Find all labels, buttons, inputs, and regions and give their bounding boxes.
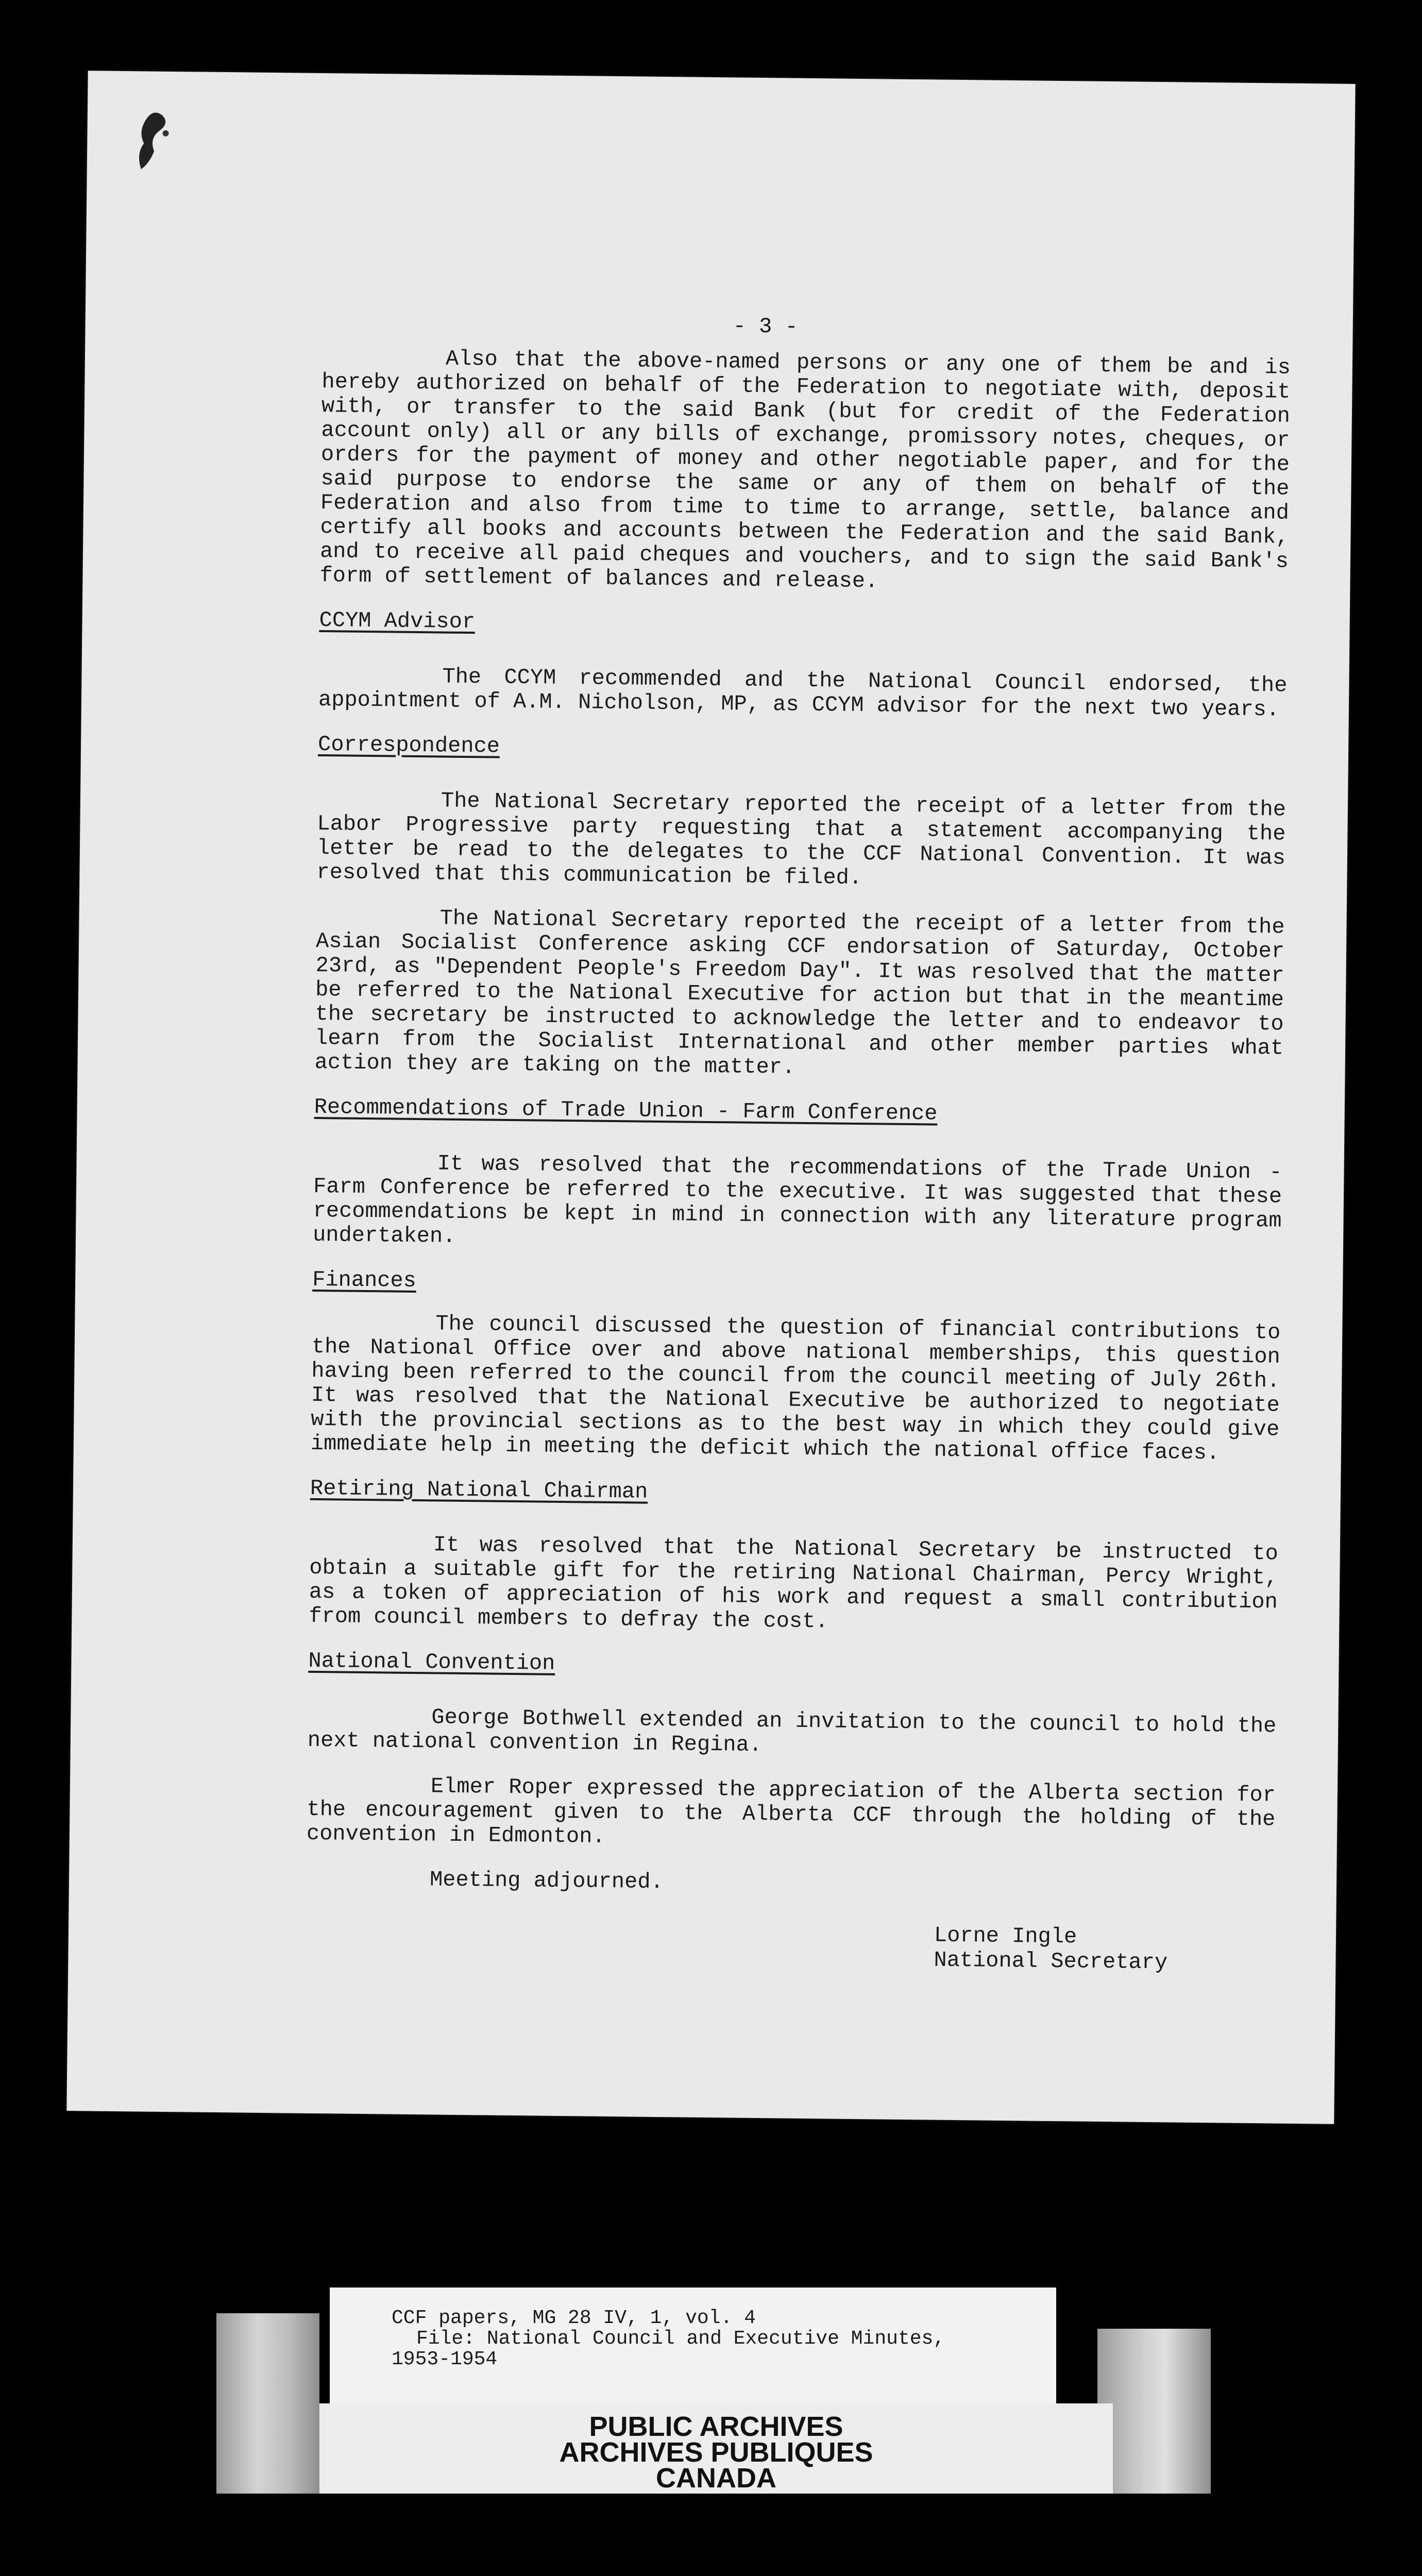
section-heading-correspondence: Correspondence (317, 732, 500, 759)
section-heading-retiring-chairman: Retiring National Chairman (310, 1476, 648, 1504)
section-paragraph: It was resolved that the National Secretary be instructed to obtain a suitable gift for the retiring National Chairman, Percy Wright, as a token of appreciation of his work and request a small contribution from council members to defray the cost. (309, 1532, 1279, 1634)
signature-title: National Secretary (934, 1947, 1168, 1975)
section-paragraph: The council discussed the question of financial contributions to the National Office over and above national memberships, this question having been referred to the council from the council meeting of July 26th. It was resolved that the National Executive be authorized to negotiate with the provincial sections as to the best way in which they could give immediate help in meeting the deficit which the national office faces. (310, 1311, 1281, 1466)
letter-body (305, 310, 1291, 1976)
section-paragraph: The National Secretary reported the receipt of a letter from the Asian Socialist Conference asking CCF endorsation of Saturday, October 23rd, as "Dependent People's Freedom Day". It was resolved that the matter be referred to the National Executive for action but that in the meantime the secretary be instructed to acknowledge the letter and to endeavor to learn from the Socialist International and other member parties what action they are taking on the matter. (314, 906, 1285, 1080)
stamp-line: ARCHIVES PUBLIQUES (559, 2437, 873, 2468)
archives-stamp (319, 2403, 1113, 2494)
tape-right (1097, 2329, 1211, 2494)
opening-paragraph: Also that the above-named persons or any one of them be and is hereby authorized on behalf of the Federation to negotiate with, deposit with, or transfer to the said Bank (but for credit of the Federation account only) all or any bills of exchange, promissory notes, cheques, or orders for the payment of money and other negotiable paper, and for the said purpose to endorse the same or any of them on behalf of the Federation and also from time to time to arrange, settle, balance and certify all books and accounts between the Federation and the said Bank, and to receive all paid cheques and vouchers, and to sign the said Bank's form of settlement of balances and release. (319, 346, 1291, 594)
section-paragraph: George Bothwell extended an invitation to the council to hold the next national convention in Regina. (307, 1705, 1277, 1758)
section-paragraph: Elmer Roper expressed the appreciation of the Alberta section for the encouragement given to the Alberta CCF through the holding of the convention in Edmonton. (306, 1774, 1276, 1849)
stamp-line: CANADA (656, 2463, 776, 2494)
section-heading-trade-union-farm: Recommendations of Trade Union - Farm Conference (314, 1094, 938, 1126)
archive-label (216, 2287, 1206, 2494)
page-number: - 3 - (733, 314, 798, 340)
section-paragraph: It was resolved that the recommendations of the Trade Union - Farm Conference be referred to the executive. It was suggested that these recommendations be kept in mind in connection with any literature program undertaken. (312, 1151, 1282, 1249)
signature-name: Lorne Ingle (934, 1923, 1077, 1950)
ink-smudge-icon (133, 102, 175, 175)
document-page (66, 71, 1355, 2124)
signature-block (934, 1923, 1274, 1976)
section-paragraph: The CCYM recommended and the National Council endorsed, the appointment of A.M. Nicholson, MP, as CCYM advisor for the next two years. (318, 664, 1288, 722)
section-paragraph: The National Secretary reported the receipt of a letter from the Labor Progressive party requesting that a statement accompanying the letter be read to the delegates to the CCF National Convention. It was resolved that this communication be filed. (316, 788, 1286, 891)
stamp-line: PUBLIC ARCHIVES (589, 2411, 843, 2442)
section-heading-ccym-advisor: CCYM Advisor (319, 607, 476, 635)
archive-reference-line: CCF papers, MG 28 IV, 1, vol. 4 (392, 2307, 756, 2329)
tape-left (216, 2313, 319, 2494)
archive-reference-line: 1953-1954 (392, 2348, 498, 2370)
archive-reference-card (330, 2287, 1056, 2403)
section-heading-finances: Finances (312, 1267, 417, 1294)
archive-reference-line: File: National Council and Executive Minutes, (416, 2328, 945, 2350)
section-heading-national-convention: National Convention (308, 1648, 555, 1676)
meeting-adjourned: Meeting adjourned. (429, 1867, 664, 1895)
